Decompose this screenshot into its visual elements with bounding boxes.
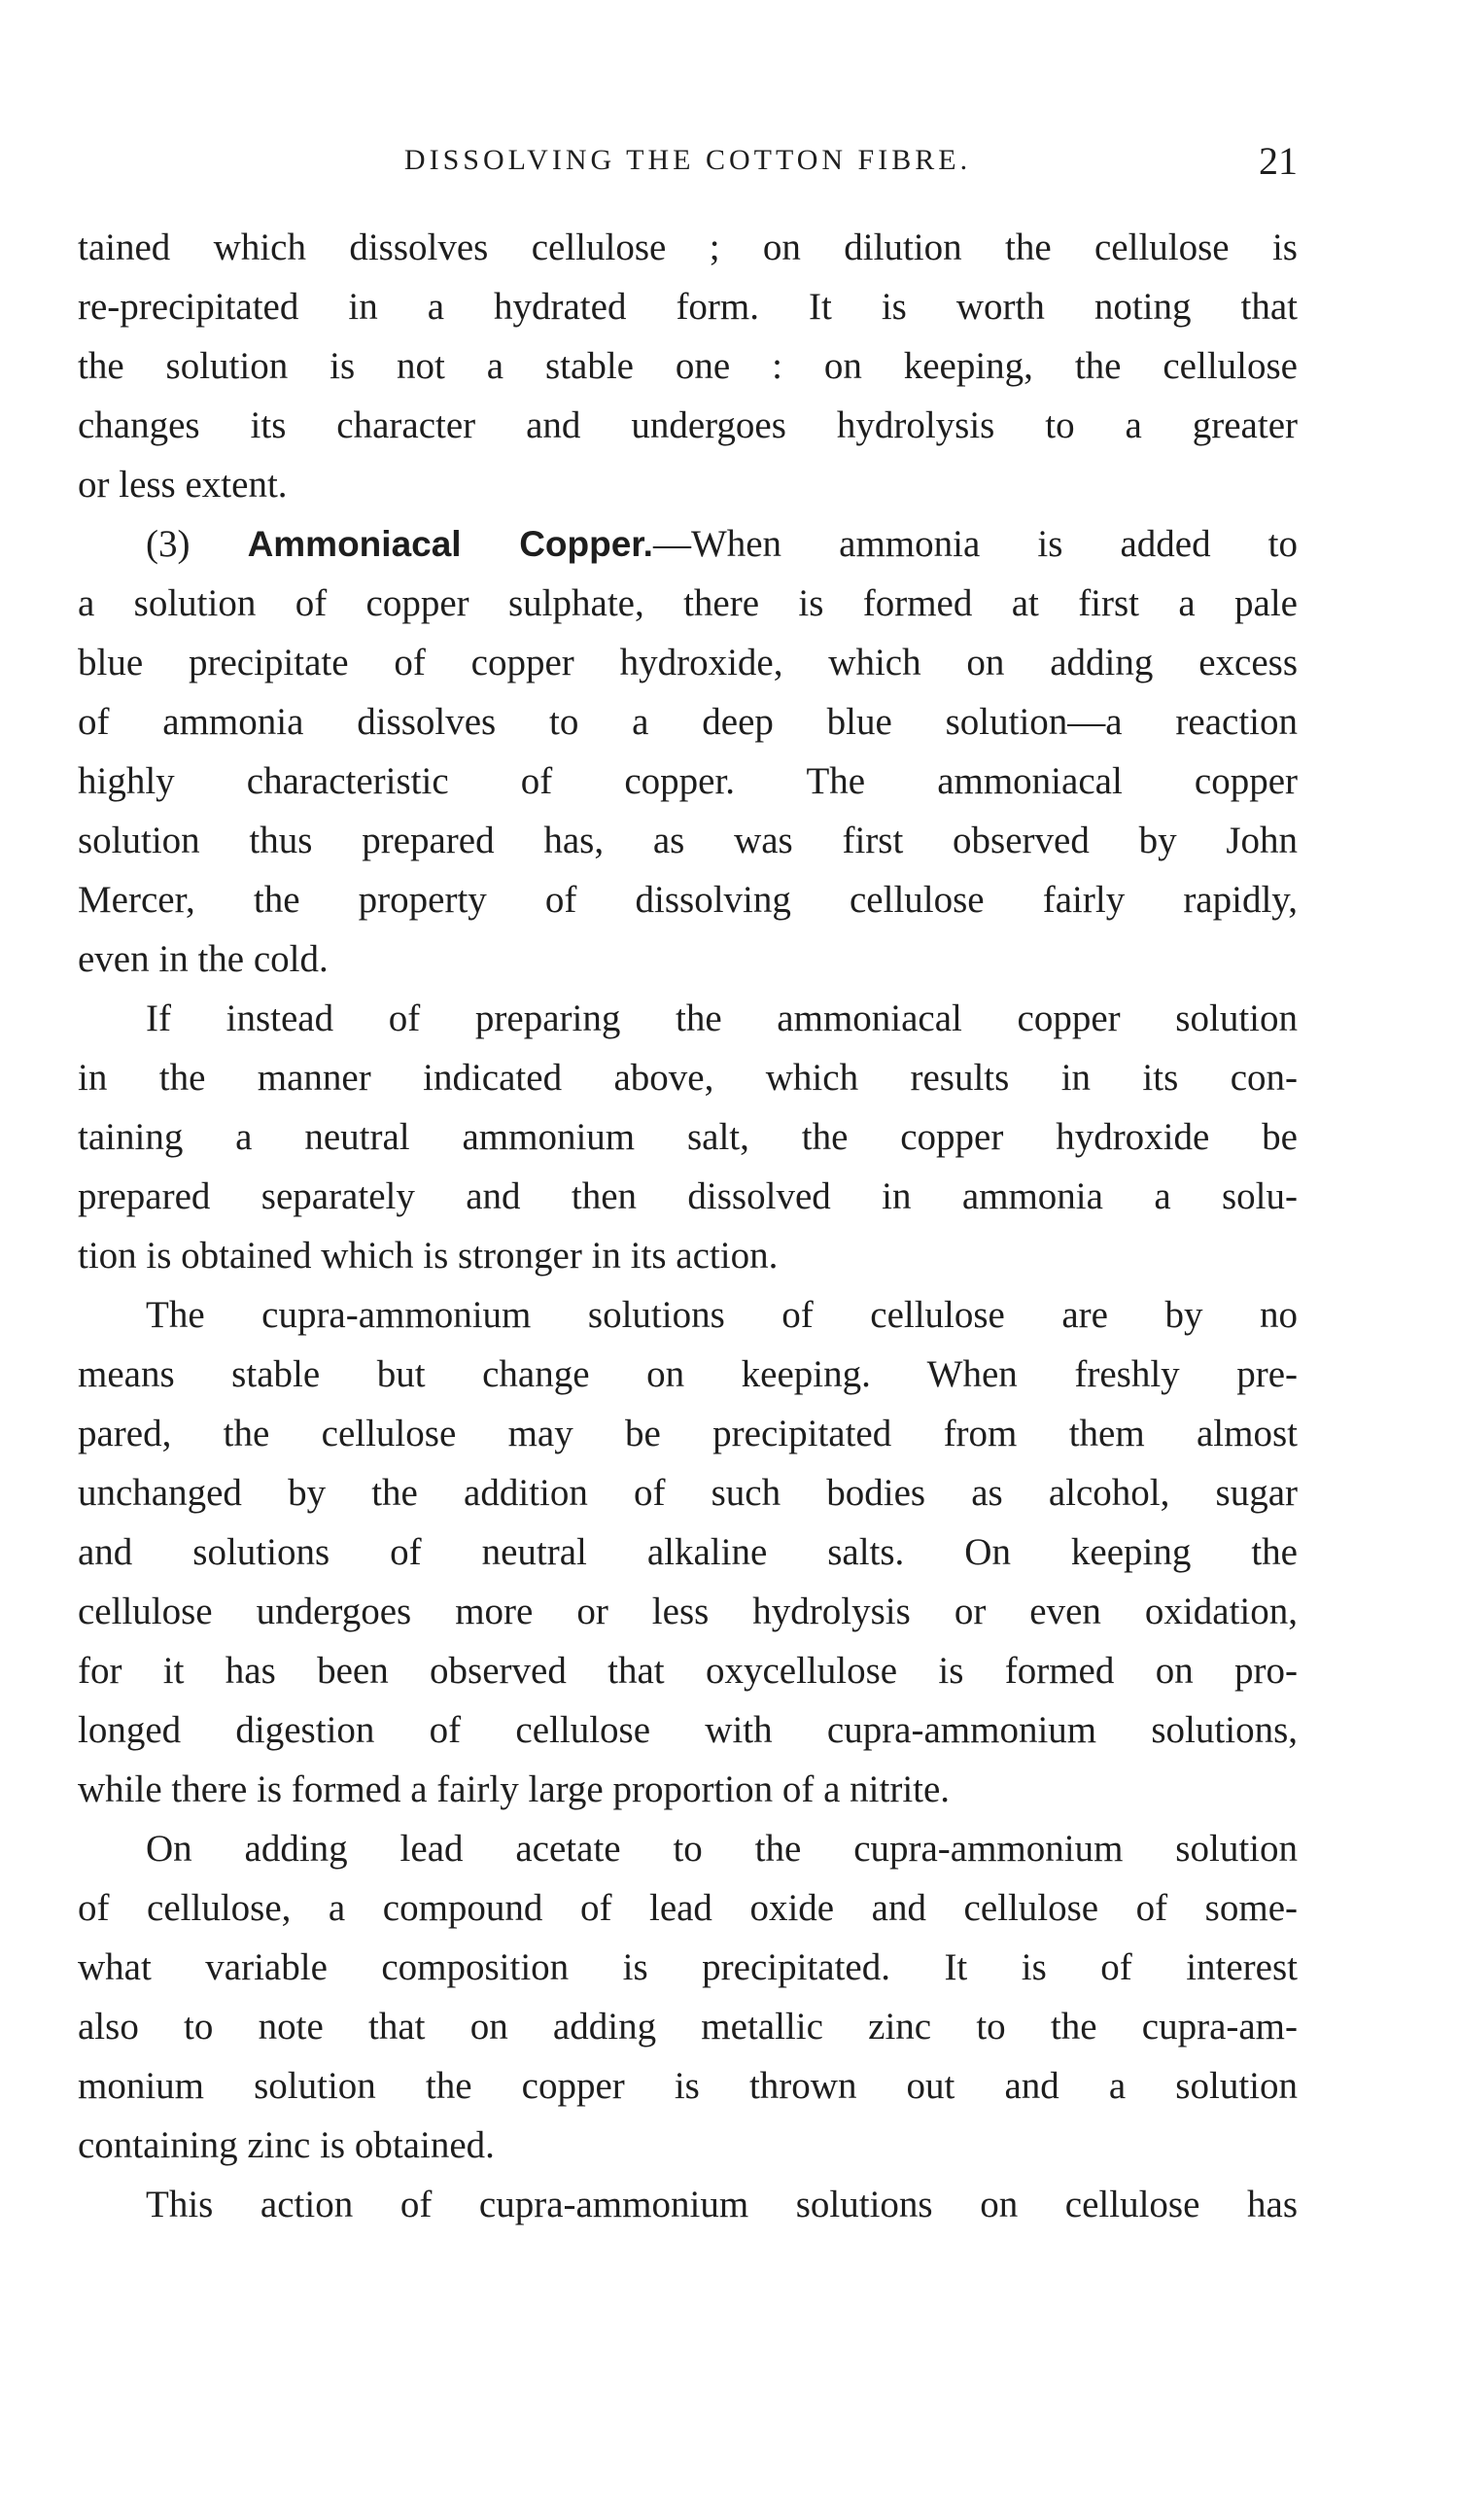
text-line: and solutions of neutral alkaline salts. On keeping the — [78, 1531, 1298, 1573]
text-line: for it has been observed that oxycellulose is formed on pro- — [78, 1650, 1298, 1692]
text-line: This action of cupra-ammonium solutions on cellulose has — [146, 2184, 1298, 2225]
text-line: Mercer, the property of dissolving cellulose fairly rapidly, — [78, 879, 1298, 921]
text-line: while there is formed a fairly large proportion of a nitrite. — [78, 1768, 951, 1810]
text-line: of ammonia dissolves to a deep blue solution—a reaction — [78, 701, 1298, 743]
text-line: unchanged by the addition of such bodies as alcohol, sugar — [78, 1472, 1298, 1514]
text-line: blue precipitate of copper hydroxide, which on adding excess — [78, 642, 1298, 683]
text-line: re-precipitated in a hydrated form. It is worth noting that — [78, 286, 1298, 328]
text-line: or less extent. — [78, 464, 288, 506]
paragraph-6 — [78, 2175, 1298, 2234]
text-line: longed digestion of cellulose with cupra-ammonium solutions, — [78, 1709, 1298, 1751]
text-line: even in the cold. — [78, 938, 329, 980]
text-line: in the manner indicated above, which results in its con- — [78, 1057, 1298, 1099]
text-line: solution thus prepared has, as was first observed by John — [78, 820, 1298, 861]
page-number: 21 — [1259, 139, 1298, 183]
paragraph-3 — [78, 989, 1298, 1285]
text-line: On adding lead acetate to the cupra-ammonium solution — [146, 1828, 1298, 1870]
text-line: If instead of preparing the ammoniacal copper solution — [146, 998, 1298, 1039]
text-line-tail: —When ammonia is added to — [652, 523, 1298, 565]
text-line: changes its character and undergoes hydrolysis to a greater — [78, 404, 1298, 446]
text-line: the solution is not a stable one : on keeping, the cellulose — [78, 345, 1298, 387]
text-line: what variable composition is precipitated. It is of interest — [78, 1946, 1298, 1988]
section-number: (3) — [146, 523, 248, 565]
text-line: of cellulose, a compound of lead oxide and cellulose of some- — [78, 1887, 1298, 1929]
text-line: containing zinc is obtained. — [78, 2124, 495, 2166]
text-line: cellulose undergoes more or less hydrolysis or even oxidation, — [78, 1591, 1298, 1632]
text-line: taining a neutral ammonium salt, the copper hydroxide be — [78, 1116, 1298, 1158]
page-header — [78, 138, 1298, 187]
text-line: highly characteristic of copper. The ammoniacal copper — [78, 760, 1298, 802]
text-line: tained which dissolves cellulose ; on dilution the cellulose is — [78, 227, 1298, 268]
text-line — [78, 514, 1298, 574]
paragraph-4 — [78, 1285, 1298, 1819]
paragraph-2 — [78, 514, 1298, 989]
paragraph-1 — [78, 218, 1298, 514]
text-line: a solution of copper sulphate, there is formed at first a pale — [78, 582, 1298, 624]
body-text — [78, 218, 1298, 2234]
section-heading: Ammoniacal Copper. — [247, 524, 653, 564]
text-line: The cupra-ammonium solutions of cellulose are by no — [146, 1294, 1298, 1336]
paragraph-5 — [78, 1819, 1298, 2175]
text-line: also to note that on adding metallic zinc to the cupra-am- — [78, 2006, 1298, 2048]
running-title: DISSOLVING THE COTTON FIBRE. — [403, 144, 972, 176]
text-line: monium solution the copper is thrown out and a solution — [78, 2065, 1298, 2107]
text-line: means stable but change on keeping. When freshly pre- — [78, 1353, 1298, 1395]
text-line: tion is obtained which is stronger in its action. — [78, 1235, 779, 1277]
text-line: prepared separately and then dissolved in ammonia a solu- — [78, 1175, 1298, 1217]
text-line: pared, the cellulose may be precipitated from them almost — [78, 1413, 1298, 1454]
